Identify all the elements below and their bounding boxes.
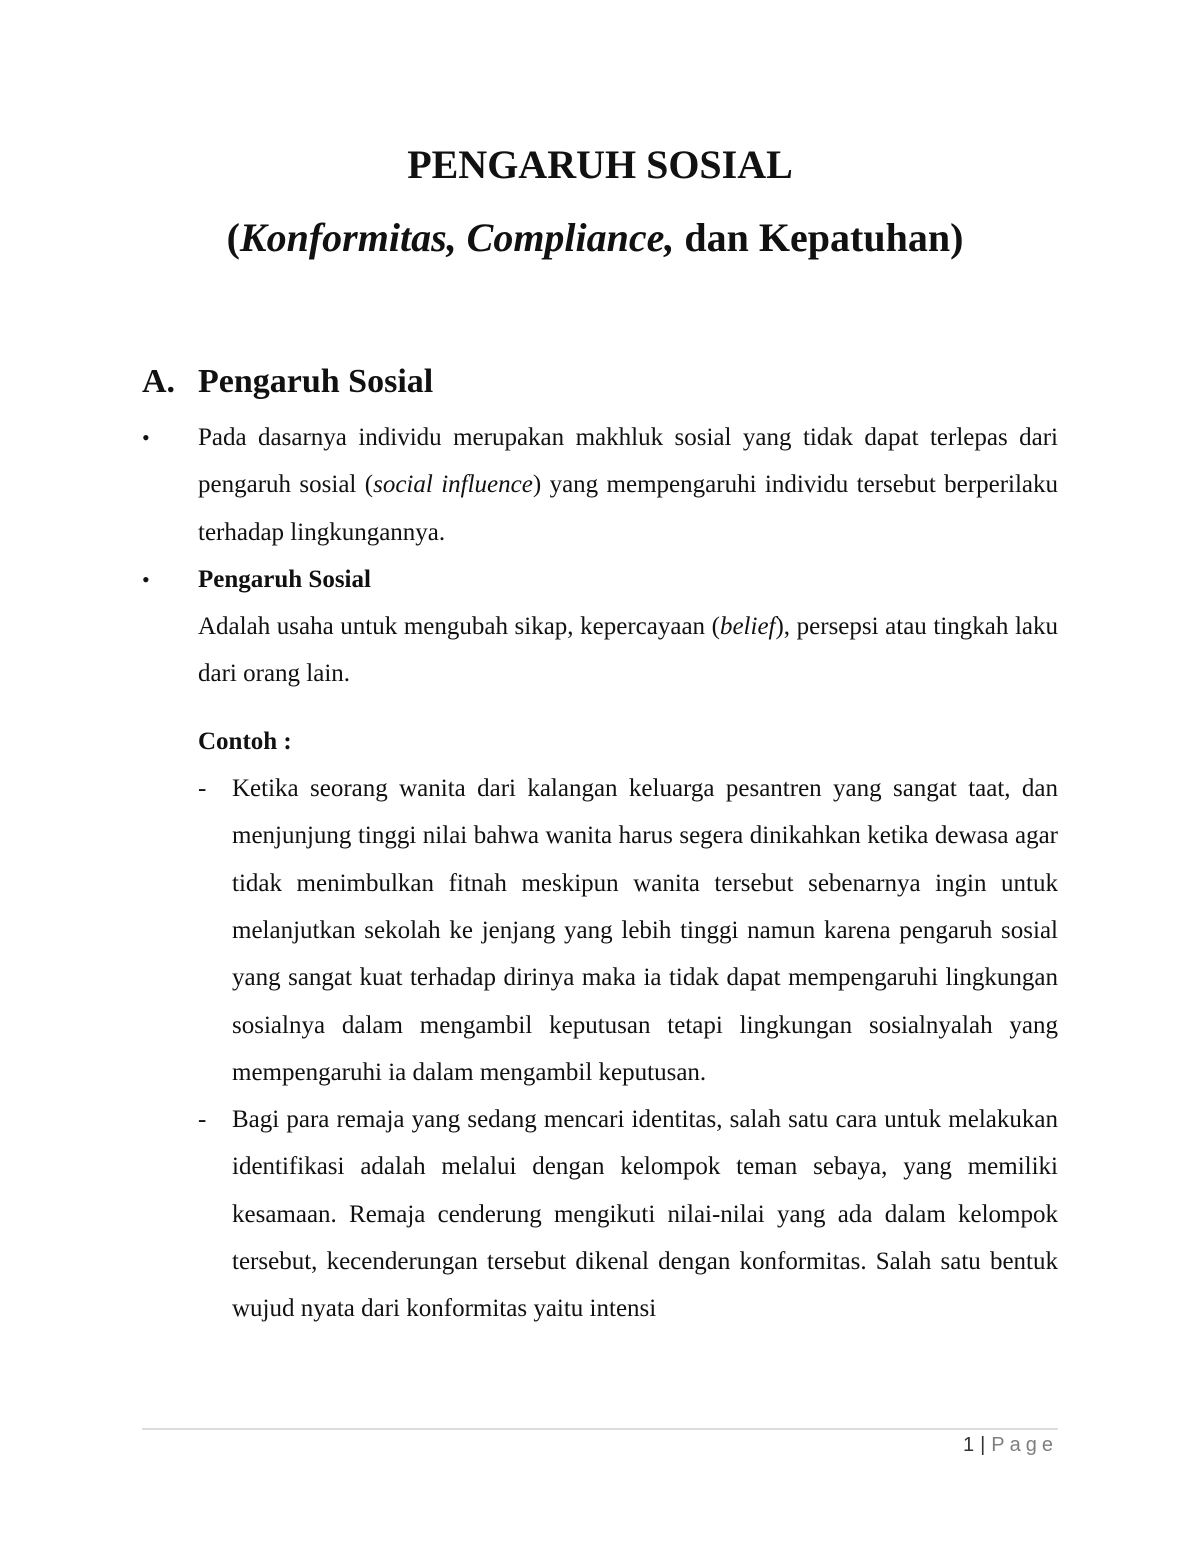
section-title: Pengaruh Sosial bbox=[198, 363, 434, 400]
example-text: Bagi para remaja yang sedang mencari identitas, salah satu cara untuk melakukan identifikasi adalah melalui dengan kelompok teman sebaya, yang memiliki kesamaan. Remaja cenderung mengikuti nilai-nilai yang ada dalam kelompok tersebut, kecenderungan tersebut dikenal dengan konformitas. Salah satu bentuk wujud nyata dari konformitas yaitu intensi bbox=[232, 1106, 1058, 1323]
page-label: Page bbox=[991, 1434, 1058, 1456]
definition-text-end: ), persepsi atau tingkah laku dari orang lain. bbox=[198, 613, 1058, 688]
page-number: 1 bbox=[962, 1434, 975, 1456]
bullet-icon: • bbox=[142, 566, 150, 592]
subtitle-italic-terms: Konformitas, Compliance, bbox=[239, 215, 675, 260]
document-title: PENGARUH SOSIAL bbox=[407, 142, 793, 187]
example-text: Ketika seorang wanita dari kalangan keluarga pesantren yang sangat taat, dan menjunjung tinggi nilai bahwa wanita harus segera dinikahkan ketika dewasa agar tidak menimbulkan fitnah meskipun wanita tersebut sebenarnya ingin untuk melanjutkan sekolah ke jenjang yang lebih tinggi namun karena pengaruh sosial yang sangat kuat terhadap dirinya maka ia tidak dapat mempengaruhi lingkungan sosialnya dalam mengambil keputusan tetapi lingkungan sosialnyalah yang mempengaruhi ia dalam mengambil keputusan. bbox=[232, 775, 1058, 1086]
bullet-heading: Pengaruh Sosial bbox=[198, 565, 371, 593]
footer-separator: | bbox=[980, 1434, 986, 1456]
example-item bbox=[142, 1096, 1058, 1332]
bullet-item bbox=[142, 556, 1058, 603]
footer-divider bbox=[142, 1428, 1058, 1430]
definition-text: Adalah usaha untuk mengubah sikap, kepercayaan ( bbox=[198, 613, 720, 641]
bullet-italic-term: social influence bbox=[373, 471, 533, 499]
section-heading bbox=[142, 358, 433, 406]
example-label: Contoh : bbox=[198, 727, 292, 755]
definition-italic-term: belief bbox=[719, 613, 776, 641]
section-letter: A. bbox=[142, 363, 176, 400]
bullet-item bbox=[142, 414, 1058, 556]
example-item bbox=[142, 765, 1058, 1096]
subtitle-rest: dan Kepatuhan) bbox=[674, 215, 964, 260]
bullet-text-end: ) yang mempengaruhi individu tersebut berperilaku terhadap lingkungannya. bbox=[198, 471, 1059, 546]
section-body bbox=[142, 414, 1058, 1333]
definition-paragraph bbox=[142, 603, 1058, 698]
document-subtitle bbox=[0, 213, 1190, 263]
subtitle-open-paren: ( bbox=[226, 215, 240, 260]
bullet-icon: • bbox=[142, 425, 150, 450]
page-footer bbox=[963, 1432, 1058, 1458]
bullet-text: Pada dasarnya individu merupakan makhluk sosial yang tidak dapat terlepas dari pengaruh sosial ( bbox=[198, 424, 1058, 499]
dash-marker: - bbox=[198, 775, 207, 803]
dash-marker: - bbox=[198, 1106, 207, 1134]
